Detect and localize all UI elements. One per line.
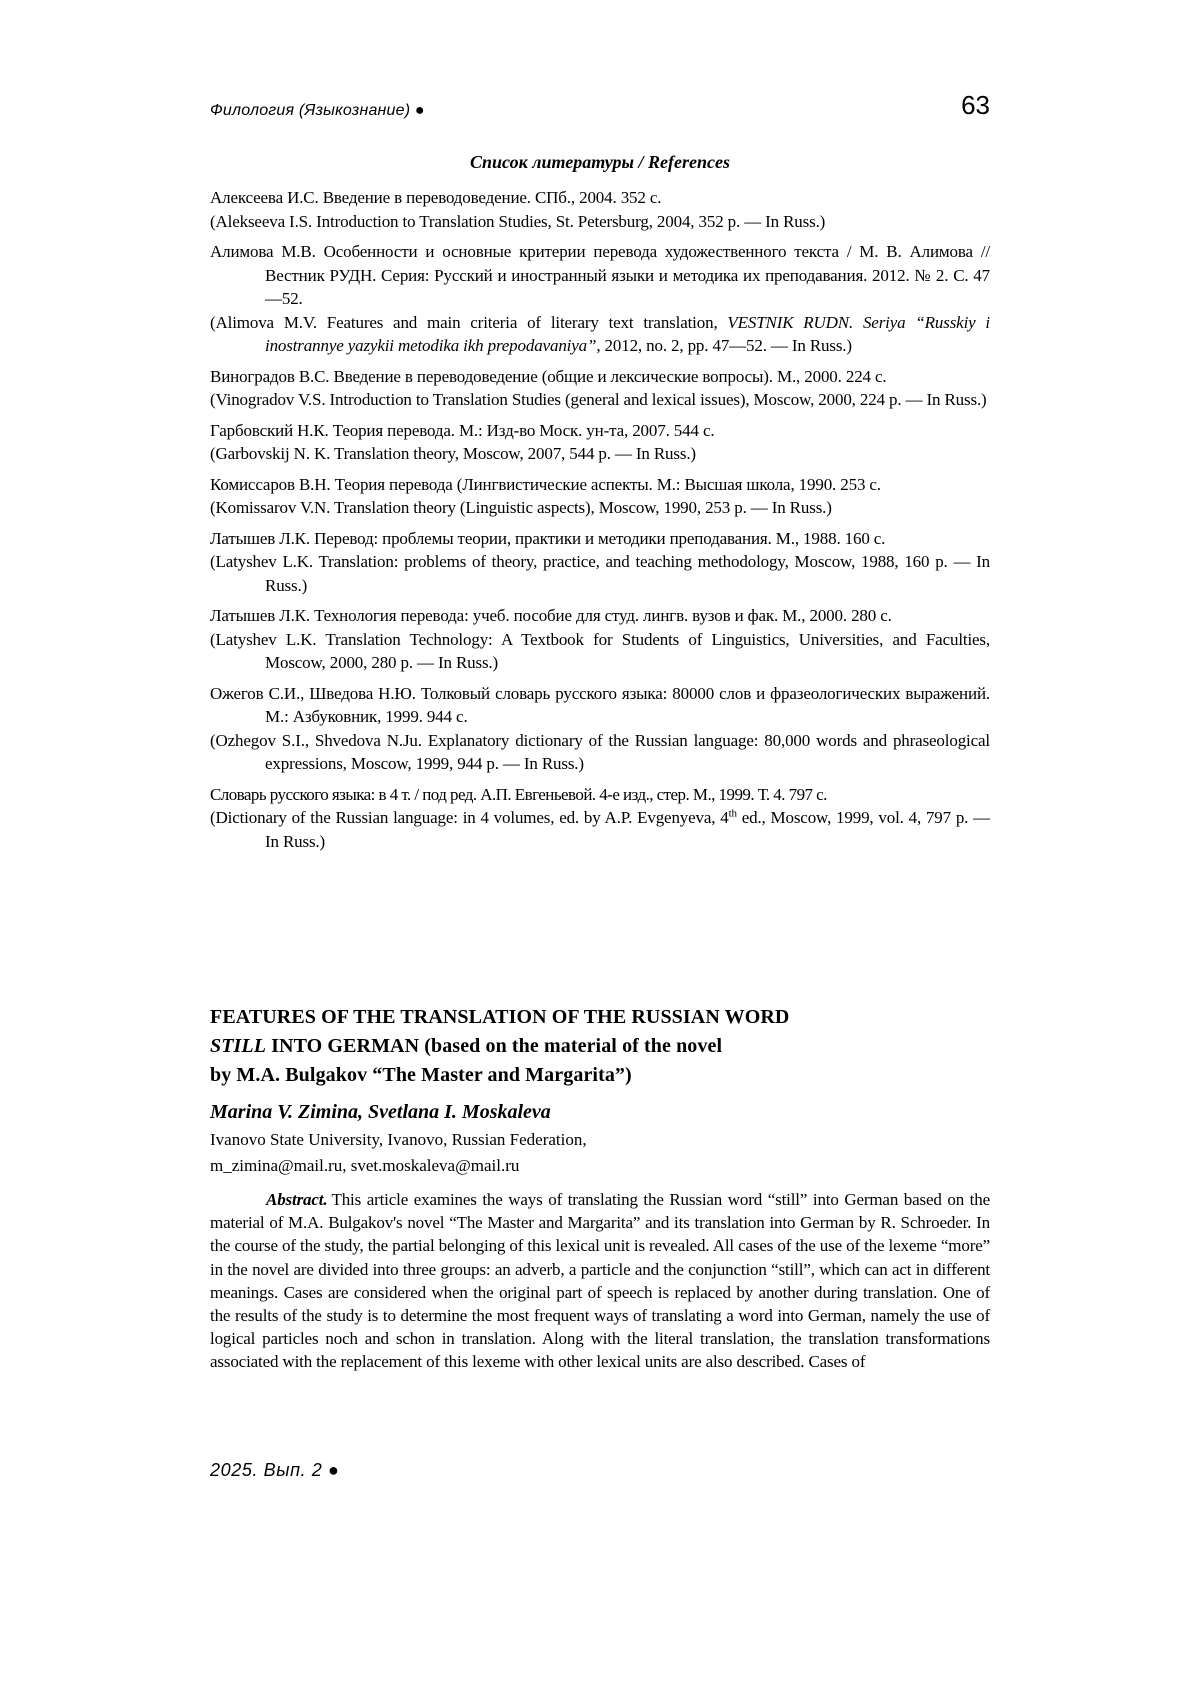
reference-entry	[210, 365, 990, 412]
article-title-line: FEATURES OF THE TRANSLATION OF THE RUSSIAN WORD	[210, 1006, 790, 1028]
reference-entry	[210, 240, 990, 358]
reference-translation: (Garbovskij N. K. Translation theory, Moscow, 2007, 544 p. — In Russ.)	[210, 444, 696, 463]
reference-entry	[210, 419, 990, 466]
article-title-line: by M.A. Bulgakov “The Master and Margarita”)	[210, 1064, 632, 1086]
reference-entry	[210, 783, 990, 854]
article-abstract	[210, 1188, 990, 1374]
abstract-text: This article examines the ways of translating the Russian word “still” into German based on the material of M.A. Bulgakov's novel “The Master and Margarita” and its translation into German by R. Schroeder. In the course of the study, the partial belonging of this lexical unit is revealed. All cases of the use of the lexeme “more” in the novel are divided into three groups: an adverb, a particle and the conjunction “still”, which can act in different meanings. Cases are considered when the original part of speech is replaced by another during translation. One of the results of the study is to determine the most frequent ways of translating a word into German, namely the use of logical particles noch and schon in translation. Along with the literal translation, the translation transformations associated with the replacement of this lexeme with other lexical units are also described. Cases of	[210, 1190, 990, 1372]
reference-entry	[210, 473, 990, 520]
article-emails: m_zimina@mail.ru, svet.moskaleva@mail.ru	[210, 1156, 520, 1175]
article-title-line: STILL INTO GERMAN (based on the material of the novel	[210, 1035, 723, 1057]
reference-russian: Виноградов В.С. Введение в переводоведение (общие и лексические вопросы). М., 2000. 224 с.	[210, 366, 887, 386]
reference-russian: Гарбовский Н.К. Теория перевода. М.: Изд-во Моск. ун-та, 2007. 544 с.	[210, 420, 715, 440]
article-title	[210, 1003, 990, 1090]
reference-russian: Комиссаров В.Н. Теория перевода (Лингвистические аспекты. М.: Высшая школа, 1990. 253 с.	[210, 474, 881, 494]
reference-russian: Ожегов С.И., Шведова Н.Ю. Толковый словарь русского языка: 80000 слов и фразеологических выражений. М.: Азбуковник, 1999. 944 с.	[210, 683, 990, 726]
reference-entry	[210, 186, 990, 233]
reference-entry	[210, 527, 990, 598]
abstract-label: Abstract.	[266, 1190, 328, 1209]
article-affiliation: Ivanovo State University, Ivanovo, Russian Federation,	[210, 1130, 587, 1149]
references-heading: Список литературы / References	[470, 152, 730, 172]
page-footer	[210, 1460, 340, 1481]
article-authors: Marina V. Zimina, Svetlana I. Moskaleva	[210, 1101, 551, 1123]
reference-translation: (Latyshev L.K. Translation Technology: A Textbook for Students of Linguistics, Universities, and Faculties, Moscow, 2000, 280 p. — In Russ.)	[210, 629, 990, 672]
reference-translation: (Ozhegov S.I., Shvedova N.Ju. Explanatory dictionary of the Russian language: 80,000 words and phraseological expressions, Moscow, 1999, 944 p. — In Russ.)	[210, 730, 990, 773]
references-list	[210, 186, 990, 860]
reference-russian: Словарь русского языка: в 4 т. / под ред. А.П. Евгеньевой. 4-е изд., стер. М., 1999. Т. 4. 797 с.	[210, 784, 827, 804]
reference-russian: Алексеева И.С. Введение в переводоведение. СПб., 2004. 352 с.	[210, 188, 662, 207]
reference-entry	[210, 682, 990, 776]
running-head: Филология (Языкознание) ●	[210, 102, 425, 119]
page-number: 63	[961, 90, 990, 120]
reference-russian: Латышев Л.К. Технология перевода: учеб. пособие для студ. лингв. вузов и фак. М., 2000. 280 с.	[210, 606, 892, 625]
reference-translation: (Vinogradov V.S. Introduction to Translation Studies (general and lexical issues), Moscow, 2000, 224 p. — In Russ.)	[210, 390, 987, 409]
reference-translation: (Dictionary of the Russian language: in 4 volumes, ed. by A.P. Evgenyeva, 4th ed., Moscow, 1999, vol. 4, 797 p. — In Russ.)	[210, 807, 990, 851]
reference-russian: Латышев Л.К. Перевод: проблемы теории, практики и методики преподавания. М., 1988. 160 с.	[210, 528, 886, 548]
reference-translation: (Latyshev L.K. Translation: problems of theory, practice, and teaching methodology, Moscow, 1988, 160 p. — In Russ.)	[210, 552, 990, 595]
reference-russian: Алимова М.В. Особенности и основные критерии перевода художественного текста / М. В. Алимова // Вестник РУДН. Серия: Русский и иностранный языки и методика их преподавания. 2012. № 2. С. 47—52.	[210, 242, 990, 308]
footer-issue: 2025. Вып. 2 ●	[210, 1460, 340, 1480]
reference-entry	[210, 604, 990, 675]
reference-translation: (Komissarov V.N. Translation theory (Linguistic aspects), Moscow, 1990, 253 p. — In Russ.)	[210, 498, 832, 517]
reference-translation: (Alimova M.V. Features and main criteria of literary text translation, VESTNIK RUDN. Seriya “Russkiy i inostrannye yazykii metodika ikh prepodavaniya”, 2012, no. 2, pp. 47—52. — In Russ.)	[210, 312, 990, 355]
reference-translation: (Alekseeva I.S. Introduction to Translation Studies, St. Petersburg, 2004, 352 p. — In Russ.)	[210, 211, 826, 231]
